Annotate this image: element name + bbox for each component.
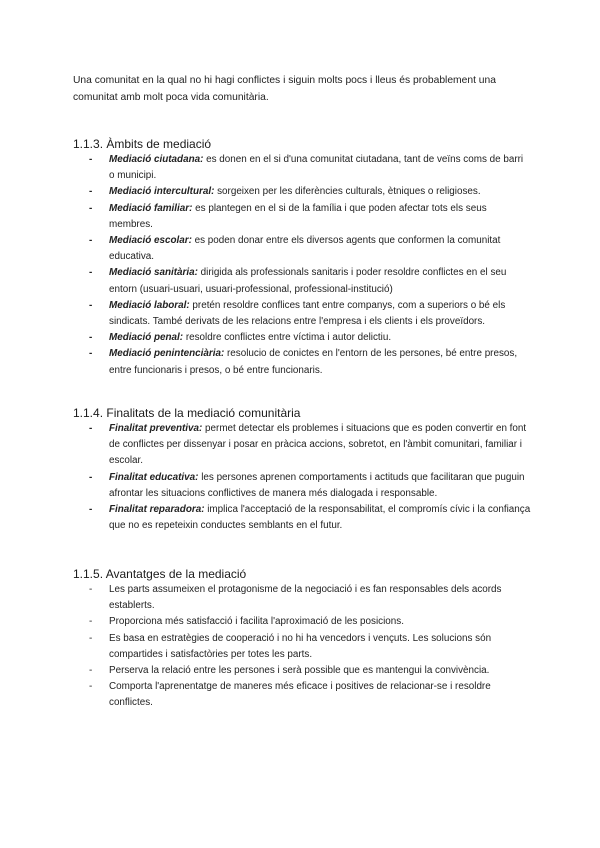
list-item: - Mediació sanitària: dirigida als professionals sanitaris i poder resoldre conflictes en el seu entorn (usuari-usuari, usuari-professional, professional-institució): [89, 267, 507, 295]
list-item: - Mediació penal: resoldre conflictes entre víctima i autor delictiu.: [89, 330, 531, 346]
list-item: - Perserva la relació entre les persones i serà possible que es mantengui la convivència.: [89, 663, 531, 679]
dash-bullet: -: [89, 504, 93, 516]
list-item: - Finalitat reparadora: implica l'acceptació de la responsabilitat, el compromís cívic i la confiança que no es repeteixin conductes semblants en el futur.: [89, 504, 531, 532]
list-item: - Mediació ciutadana: es donen en el si d'una comunitat ciutadana, tant de veïns coms de barri o municipi.: [89, 154, 524, 182]
list-item: - Finalitat preventiva: permet detectar els problemes i situacions que es poden convertir en font de conflictes per dissenyar i posar en pràcica accions, sobretot, en l'àmbit comunitari, familiar i escolar.: [89, 423, 527, 467]
section-heading-avantatges: 1.1.5. Avantatges de la mediació: [73, 567, 247, 581]
dash-bullet: -: [89, 299, 93, 311]
list-item: - Comporta l'aprenentatge de maneres més eficace i positives de relacionar-se i resoldre conflictes.: [89, 681, 491, 709]
list-item: - Les parts assumeixen el protagonisme de la negociació i es fan responsables dels acords establerts.: [89, 584, 502, 612]
dash-bullet: -: [89, 471, 93, 483]
dash-bullet: -: [89, 235, 93, 247]
dash-bullet: -: [89, 616, 93, 628]
list-item: - Finalitat educativa: les persones aprenen comportaments i actituds que facilitaran que puguin afrontar les situacions conflictives de manera més dialogada i responsable.: [89, 471, 525, 499]
intro-paragraph: Una comunitat en la qual no hi hagi conflictes i siguin molts pocs i lleus és probablement una comunitat amb molt poca vida comunitària.: [73, 75, 496, 103]
avantatges-list: [89, 582, 531, 712]
section-heading-ambits: 1.1.3. Àmbits de mediació: [73, 137, 212, 151]
dash-bullet: -: [89, 681, 93, 693]
dash-bullet: -: [89, 332, 93, 344]
list-item: - Mediació familiar: es plantegen en el si de la família i que poden afectar tots els seus membres.: [89, 202, 487, 230]
dash-bullet: -: [89, 267, 93, 279]
dash-bullet: -: [89, 202, 93, 214]
list-item: - Mediació penintenciària: resolucio de conictes en l'entorn de les persones, bé entre presos, entre funcionaris i presos, o bé entre funcionaris.: [89, 348, 518, 376]
dash-bullet: -: [89, 348, 93, 360]
list-item: - Mediació intercultural: sorgeixen per les diferències culturals, ètniques o religioses.: [89, 184, 531, 200]
dash-bullet: -: [89, 632, 93, 644]
list-item: - Mediació laboral: pretén resoldre conflices tant entre companys, com a superiors o bé els sindicats. També derivats de les relacions entre l'empresa i els clients i els proveïdors.: [89, 299, 506, 328]
section-heading-finalitats: 1.1.4. Finalitats de la mediació comunitària: [73, 406, 301, 420]
list-item: - Es basa en estratègies de cooperació i no hi ha vencedors i vençuts. Les solucions són compartides i satisfactòries per totes les parts.: [89, 632, 492, 660]
dash-bullet: -: [89, 423, 93, 434]
dash-bullet: -: [89, 584, 93, 595]
dash-bullet: -: [89, 665, 93, 677]
dash-bullet: -: [89, 186, 93, 198]
finalitats-list: [89, 421, 531, 534]
list-item: - Mediació escolar: es poden donar entre els diversos agents que conformen la comunitat educativa.: [89, 235, 501, 263]
list-item: - Proporciona més satisfacció i facilita l'aproximació de les posicions.: [89, 614, 531, 630]
dash-bullet: -: [89, 154, 93, 165]
ambits-list: [89, 152, 531, 379]
